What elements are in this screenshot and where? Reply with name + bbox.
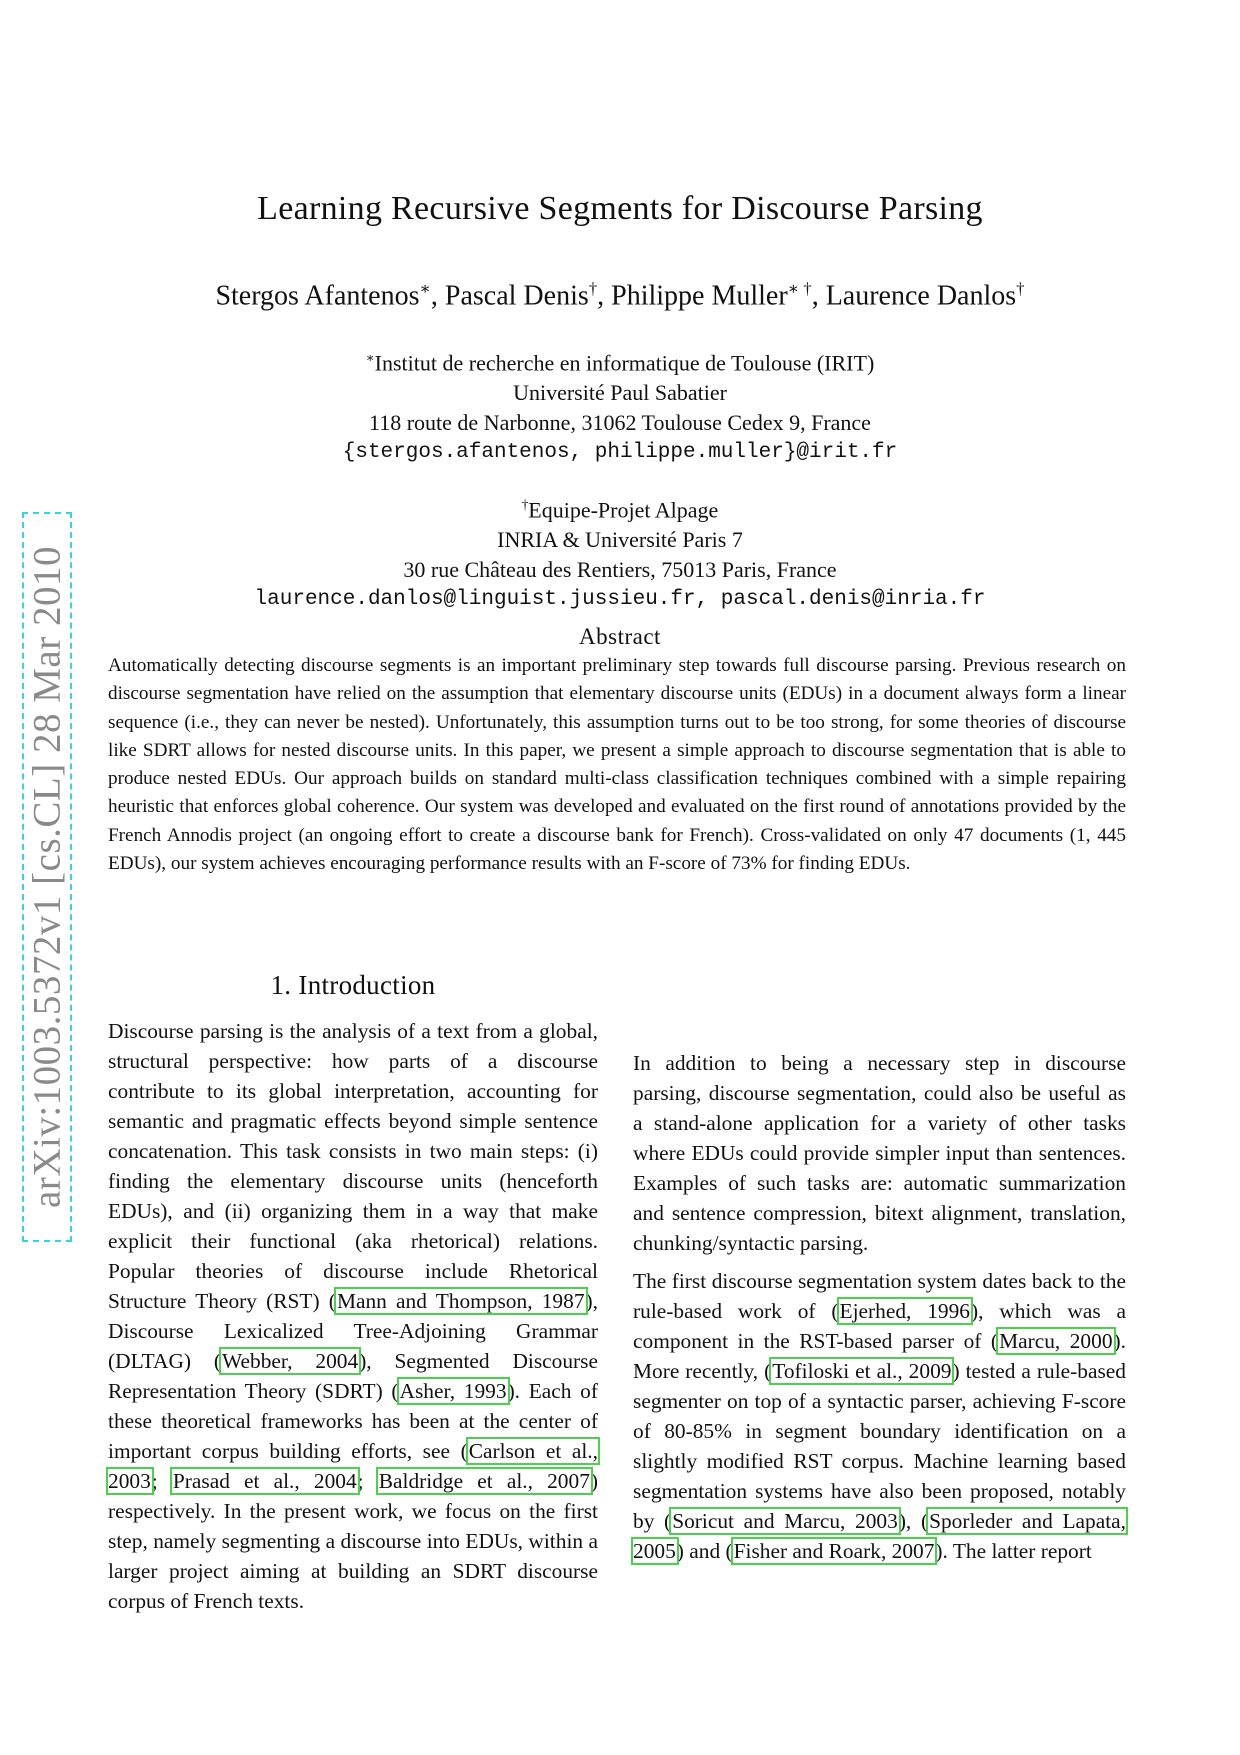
author-name: Stergos Afantenos	[215, 280, 420, 312]
paragraph-text: ), (	[898, 1509, 929, 1533]
citation-link[interactable]: Ejerhed, 1996	[839, 1299, 970, 1323]
author-name: Philippe Muller	[611, 280, 788, 312]
citation-link[interactable]: Soricut and Marcu, 2003	[672, 1509, 898, 1533]
paragraph-text: ), Segmented Discourse Representation Theory (SDRT) (	[108, 1349, 598, 1403]
paragraph-text: ) tested a rule-based segmenter on top of a syntactic parser, achieving F-score of 80-85% in segment boundary identification on a slightly modified RST corpus. Machine learning based segmentation systems have also been proposed, notably by (	[633, 1359, 1126, 1533]
citation-link[interactable]: Carlson et al., 2003	[108, 1439, 599, 1493]
citation-link[interactable]: Baldridge et al., 2007	[378, 1469, 590, 1493]
affiliation-institute: Equipe-Projet Alpage	[528, 497, 719, 523]
author-list: Stergos Afantenos∗, Pascal Denis†, Philippe Muller∗ †, Laurence Danlos†	[215, 279, 1025, 312]
citation-link[interactable]: Webber, 2004	[222, 1349, 359, 1373]
paragraph-text: ). Each of these theoretical frameworks has been at the center of important corpus building efforts, see (	[108, 1379, 598, 1463]
author-mark: †	[1016, 279, 1025, 298]
citation-link[interactable]: Fisher and Roark, 2007	[733, 1539, 935, 1563]
abstract-heading: Abstract	[579, 624, 661, 649]
author-mark: †	[588, 279, 598, 298]
arxiv-stamp-text: arXiv:1003.5372v1 [cs.CL] 28 Mar 2010	[25, 546, 69, 1208]
paragraph-text: Discourse parsing is the analysis of a text from a global, structural perspective: how parts of a discourse contribute to its global interpretation, accounting for semantic and pragmatic effects beyond simple sentence concatenation. This task consists in two main steps: (i) finding the elementary discourse units (henceforth EDUs), and (ii) organizing them in a way that make explicit their functional (aka rhetorical) relations. Popular theories of discourse include Rhetorical Structure Theory (RST) (	[108, 1019, 598, 1313]
affiliation-line: 118 route de Narbonne, 31062 Toulouse Cedex 9, France	[369, 410, 871, 436]
citation-link[interactable]: Mann and Thompson, 1987	[336, 1289, 585, 1313]
affiliation-line	[0, 490, 1240, 525]
paragraph-text: ). More recently, (	[633, 1329, 1126, 1383]
affiliation-inria	[0, 490, 1240, 615]
citation-link[interactable]: Asher, 1993	[399, 1379, 507, 1403]
affiliation-irit	[0, 343, 1240, 468]
affiliation-line: Université Paul Sabatier	[513, 380, 727, 406]
intro-paragraph-2: In addition to being a necessary step in discourse parsing, discourse segmentation, could also be useful as a stand-alone application for a variety of other tasks where EDUs could provide simpler input than sentences. Examples of such tasks are: automatic summarization and sentence compression, bitext alignment, translation, chunking/syntactic parsing.	[633, 1051, 1126, 1255]
paragraph-text: ), Discourse Lexicalized Tree-Adjoining Grammar (DLTAG) (	[108, 1289, 598, 1373]
paragraph-text: ). The latter report	[935, 1539, 1092, 1563]
paragraph-text: ;	[357, 1469, 378, 1493]
paragraph-text: The first discourse segmentation system dates back to the rule-based work of (	[633, 1269, 1126, 1323]
affiliation-email[interactable]: laurence.danlos@linguist.jussieu.fr, pascal.denis@inria.fr	[254, 588, 986, 612]
citation-link[interactable]: Marcu, 2000	[999, 1329, 1113, 1353]
paragraph-text: ), which was a component in the RST-based parser of (	[633, 1299, 1126, 1353]
affiliation-mark: †	[521, 497, 529, 512]
affiliation-line	[0, 343, 1240, 378]
paragraph-text: ) and (	[676, 1539, 733, 1563]
author-name: Laurence Danlos	[825, 280, 1017, 312]
author-name: Pascal Denis	[444, 280, 589, 312]
citation-link[interactable]: Sporleder and Lapata, 2005	[633, 1509, 1126, 1563]
affiliation-email[interactable]: {stergos.afantenos, philippe.muller}@irit.fr	[342, 441, 898, 465]
intro-paragraph-1	[108, 1016, 598, 1616]
affiliation-line: INRIA & Université Paris 7	[497, 527, 743, 553]
citation-link[interactable]: Prasad et al., 2004	[172, 1469, 357, 1493]
affiliation-mark: ∗	[365, 350, 375, 365]
affiliation-institute: Institut de recherche en informatique de Toulouse (IRIT)	[374, 350, 875, 376]
citation-link[interactable]: Tofiloski et al., 2009	[772, 1359, 952, 1383]
affiliation-line: 30 rue Château des Rentiers, 75013 Paris, France	[403, 557, 837, 583]
author-mark: ∗ †	[787, 279, 812, 298]
right-column	[633, 1048, 1126, 1574]
paragraph-text: ) respectively. In the present work, we focus on the first step, namely segmenting a discourse into EDUs, within a larger project aiming at building an SDRT discourse corpus of French texts.	[108, 1469, 599, 1613]
left-column	[108, 1016, 598, 1624]
section-heading-introduction: 1. Introduction	[270, 970, 436, 1000]
arxiv-stamp	[22, 512, 72, 1242]
author-mark: ∗	[419, 279, 431, 298]
paragraph-text: ;	[151, 1469, 172, 1493]
abstract-body: Automatically detecting discourse segments is an important preliminary step towards full discourse parsing. Previous research on discourse segmentation have relied on the assumption that elementary discourse units (EDUs) in a document always form a linear sequence (i.e., they can never be nested). Unfortunately, this assumption turns out to be too strong, for some theories of discourse like SDRT allows for nested discourse units. In this paper, we present a simple approach to discourse segmentation that is able to produce nested EDUs. Our approach builds on standard multi-class classification techniques combined with a simple repairing heuristic that enforces global coherence. Our system was developed and evaluated on the first round of annotations provided by the French Annodis project (an ongoing effort to create a discourse bank for French). Cross-validated on only 47 documents (1, 445 EDUs), our system achieves encouraging performance results with an F-score of 73% for finding EDUs.	[108, 655, 1126, 875]
intro-paragraph-3	[633, 1266, 1126, 1566]
paper-title: Learning Recursive Segments for Discourse Parsing	[257, 190, 983, 227]
